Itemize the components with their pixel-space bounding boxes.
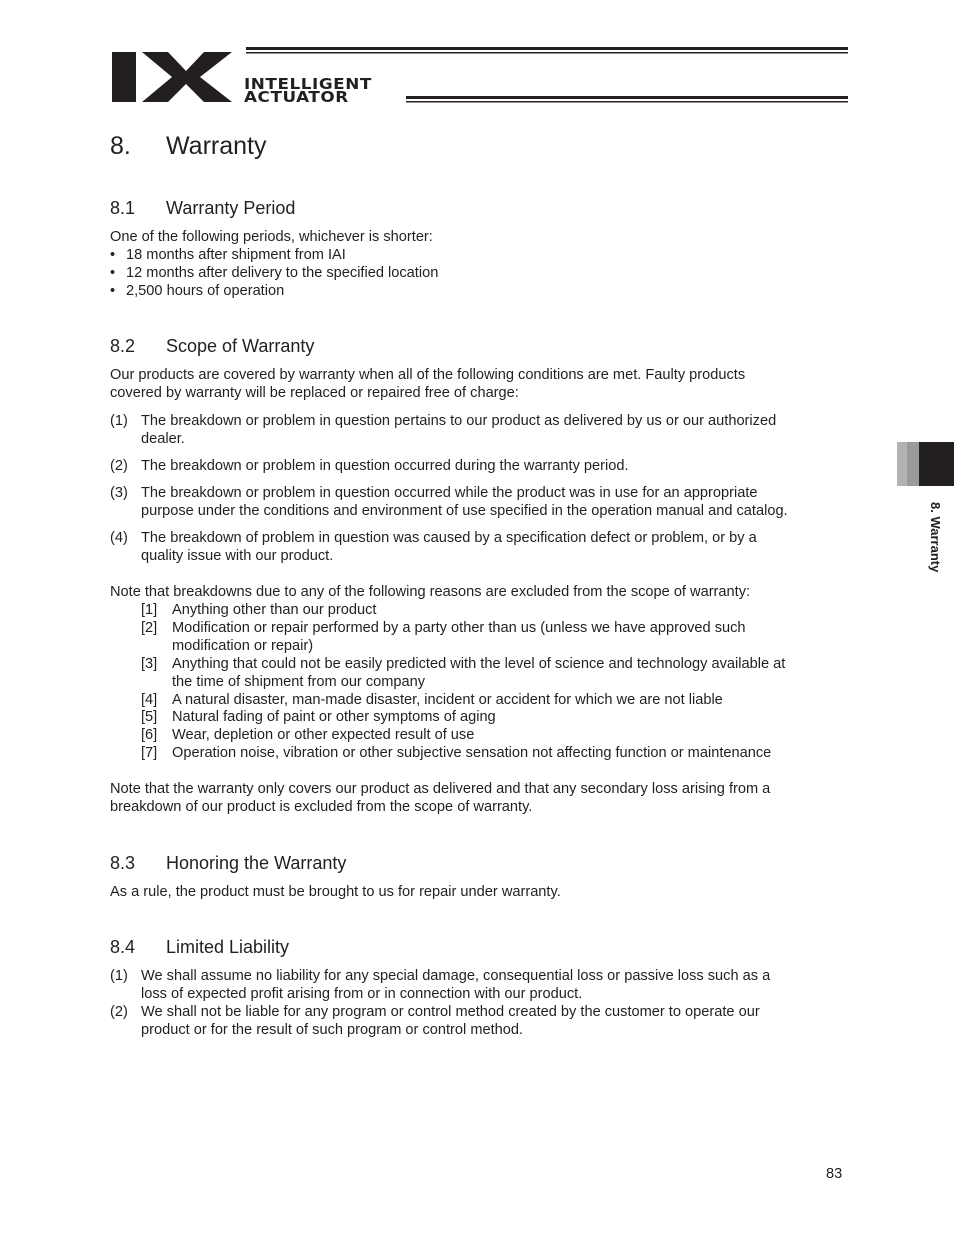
condition-text: The breakdown or problem in question occurred while the product was in use for an appropriate <box>141 485 758 501</box>
exclusion-text: the time of shipment from our company <box>172 674 426 690</box>
bullet-item: 12 months after delivery to the specified location <box>126 265 439 281</box>
subsection-8-1-title: Warranty Period <box>166 198 296 218</box>
secondary-loss-note: breakdown of our product is excluded from the scope of warranty. <box>110 799 533 815</box>
condition-text: quality issue with our product. <box>141 548 334 564</box>
scope-intro-line: Our products are covered by warranty when all of the following conditions are met. Faulty products <box>110 367 746 383</box>
page-number: 83 <box>826 1166 843 1182</box>
liability-text: We shall not be liable for any program or control method created by the customer to operate our <box>141 1004 760 1020</box>
subsection-8-1-number: 8.1 <box>110 198 136 218</box>
condition-text: purpose under the conditions and environment of use specified in the operation manual and catalog. <box>141 503 788 519</box>
exclusion-number: [3] <box>141 656 158 672</box>
iai-logo <box>112 46 852 106</box>
liability-number: (1) <box>110 968 128 984</box>
subsection-8-3-number: 8.3 <box>110 853 136 873</box>
condition-number: (4) <box>110 530 128 546</box>
warranty-period-intro: One of the following periods, whichever is shorter: <box>110 229 433 245</box>
exclusion-text: A natural disaster, man-made disaster, incident or accident for which we are not liable <box>172 692 723 708</box>
subsection-8-4-number: 8.4 <box>110 937 136 957</box>
liability-number: (2) <box>110 1004 128 1020</box>
logo-word-actuator: ACTUATOR <box>244 88 349 106</box>
subsection-8-2-number: 8.2 <box>110 336 136 356</box>
exclusion-number: [6] <box>141 727 158 743</box>
bullet-dot: • <box>110 247 116 263</box>
bullet-dot: • <box>110 283 116 299</box>
condition-text: dealer. <box>141 431 185 447</box>
exclusion-text: Modification or repair performed by a party other than us (unless we have approved such <box>172 620 746 636</box>
exclusion-text: Operation noise, vibration or other subjective sensation not affecting function or maintenance <box>172 745 772 761</box>
logo-word-intelligent: INTELLIGENT <box>244 75 372 93</box>
exclusion-text: Natural fading of paint or other symptoms of aging <box>172 709 496 725</box>
exclusion-text: modification or repair) <box>172 638 314 654</box>
liability-text: We shall assume no liability for any special damage, consequential loss or passive loss such as a <box>141 968 771 984</box>
condition-text: The breakdown or problem in question occurred during the warranty period. <box>141 458 629 474</box>
condition-text: The breakdown of problem in question was caused by a specification defect or problem, or by a <box>141 530 757 546</box>
honoring-text: As a rule, the product must be brought to us for repair under warranty. <box>110 884 561 900</box>
exclusion-number: [5] <box>141 709 158 725</box>
chapter-side-label: 8. Warranty <box>928 502 943 573</box>
exclusion-number: [4] <box>141 692 158 708</box>
exclusion-note: Note that breakdowns due to any of the following reasons are excluded from the scope of warranty: <box>110 584 751 600</box>
condition-number: (3) <box>110 485 128 501</box>
subsection-8-4-title: Limited Liability <box>166 937 290 957</box>
subsection-8-3-title: Honoring the Warranty <box>166 853 347 873</box>
exclusion-number: [7] <box>141 745 158 761</box>
condition-number: (2) <box>110 458 128 474</box>
section-number: 8. <box>110 132 131 160</box>
bullet-item: 2,500 hours of operation <box>126 283 285 299</box>
bullet-item: 18 months after shipment from IAI <box>126 247 346 263</box>
chapter-tab-shade <box>897 442 919 486</box>
subsection-8-2-title: Scope of Warranty <box>166 336 315 356</box>
scope-intro-line: covered by warranty will be replaced or repaired free of charge: <box>110 385 519 401</box>
exclusion-number: [2] <box>141 620 158 636</box>
liability-text: product or for the result of such program or control method. <box>141 1022 524 1038</box>
exclusion-text: Wear, depletion or other expected result of use <box>172 727 475 743</box>
bullet-dot: • <box>110 265 116 281</box>
exclusion-text: Anything that could not be easily predicted with the level of science and technology available at <box>172 656 786 672</box>
liability-text: loss of expected profit arising from or in connection with our product. <box>141 986 583 1002</box>
condition-number: (1) <box>110 413 128 429</box>
exclusion-text: Anything other than our product <box>172 602 377 618</box>
secondary-loss-note: Note that the warranty only covers our product as delivered and that any secondary loss arising from a <box>110 781 771 797</box>
exclusion-number: [1] <box>141 602 158 618</box>
condition-text: The breakdown or problem in question pertains to our product as delivered by us or our authorized <box>141 413 777 429</box>
section-title: Warranty <box>166 132 267 160</box>
chapter-tab-marker <box>919 442 954 486</box>
